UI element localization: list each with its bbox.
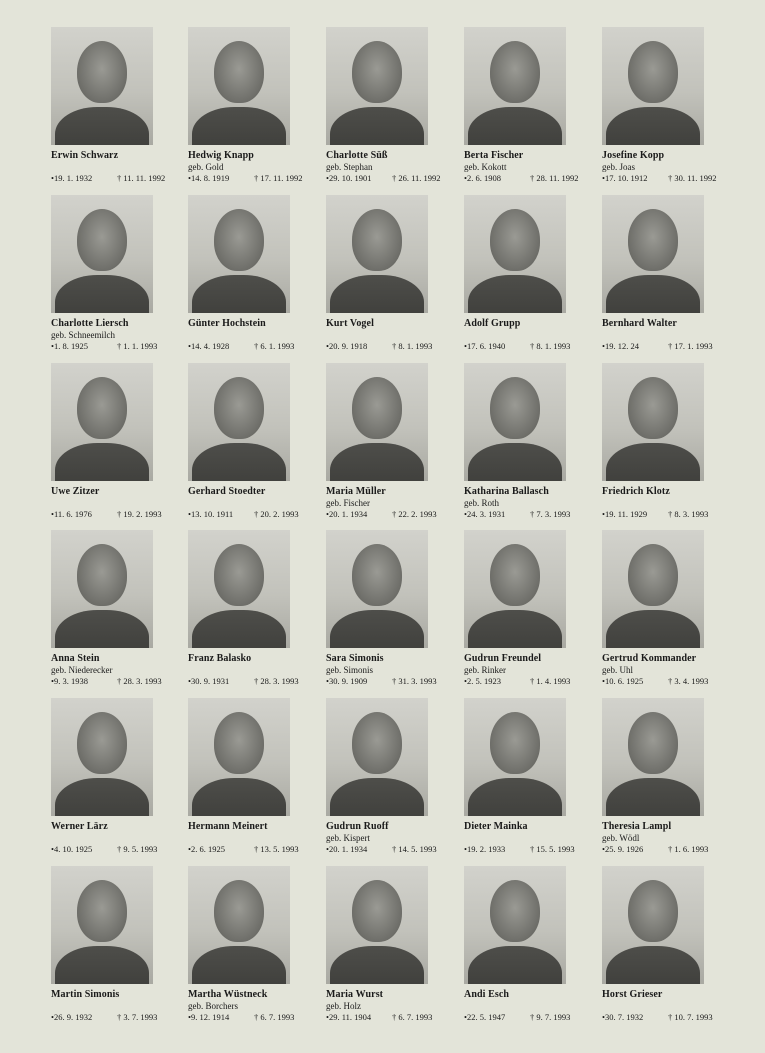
person-name: Kurt Vogel (326, 318, 374, 329)
portrait-shoulders (468, 946, 562, 984)
death-date: † 3. 7. 1993 (117, 1012, 158, 1022)
birth-date: •17. 6. 1940 (464, 341, 506, 351)
portrait-shoulders (192, 946, 286, 984)
portrait-shoulders (606, 778, 700, 816)
maiden-name: geb. Holz (326, 1001, 361, 1011)
portrait-head (352, 712, 402, 774)
portrait-shoulders (192, 778, 286, 816)
person-name: Gertrud Kommander (602, 653, 697, 664)
maiden-name: geb. Fischer (326, 498, 370, 508)
portrait-head (490, 377, 540, 439)
death-date: † 8. 1. 1993 (530, 341, 571, 351)
portrait-shoulders (468, 610, 562, 648)
portrait-head (77, 544, 127, 606)
portrait-photo (326, 27, 428, 145)
portrait-entry (188, 866, 298, 1034)
portrait-entry (602, 698, 712, 866)
portrait-head (77, 880, 127, 942)
portrait-shoulders (192, 107, 286, 145)
maiden-name: geb. Kispert (326, 833, 370, 843)
portrait-photo (51, 27, 153, 145)
portrait-head (490, 544, 540, 606)
death-date: † 20. 2. 1993 (254, 509, 299, 519)
maiden-name: geb. Roth (464, 498, 499, 508)
portrait-head (352, 377, 402, 439)
life-dates (188, 844, 318, 854)
person-name: Günter Hochstein (188, 318, 266, 329)
maiden-name: geb. Rinker (464, 665, 506, 675)
life-dates (326, 676, 456, 686)
death-date: † 9. 7. 1993 (530, 1012, 571, 1022)
portrait-shoulders (606, 107, 700, 145)
life-dates (188, 676, 318, 686)
death-date: † 7. 3. 1993 (530, 509, 571, 519)
death-date: † 19. 2. 1993 (117, 509, 162, 519)
maiden-name: geb. Schneemilch (51, 330, 115, 340)
life-dates (602, 844, 732, 854)
life-dates (464, 844, 594, 854)
death-date: † 30. 11. 1992 (668, 173, 717, 183)
death-date: † 11. 11. 1992 (117, 173, 166, 183)
maiden-name: geb. Joas (602, 162, 635, 172)
portrait-photo (188, 363, 290, 481)
birth-date: •2. 6. 1925 (188, 844, 225, 854)
portrait-entry (51, 698, 161, 866)
birth-date: •30. 7. 1932 (602, 1012, 644, 1022)
portrait-photo (326, 530, 428, 648)
life-dates (51, 676, 181, 686)
person-name: Werner Lärz (51, 821, 108, 832)
portrait-entry (188, 195, 298, 363)
portrait-shoulders (330, 778, 424, 816)
portrait-photo (326, 866, 428, 984)
death-date: † 10. 7. 1993 (668, 1012, 713, 1022)
birth-date: •29. 10. 1901 (326, 173, 372, 183)
portrait-photo (602, 27, 704, 145)
portrait-head (214, 377, 264, 439)
portrait-entry (326, 866, 436, 1034)
life-dates (464, 509, 594, 519)
portrait-photo (188, 530, 290, 648)
portrait-photo (602, 363, 704, 481)
portrait-entry (326, 27, 441, 195)
person-name: Gudrun Ruoff (326, 821, 389, 832)
portrait-shoulders (192, 443, 286, 481)
person-name: Uwe Zitzer (51, 486, 100, 497)
birth-date: •19. 1. 1932 (51, 173, 93, 183)
portrait-photo (51, 866, 153, 984)
portrait-photo (188, 698, 290, 816)
life-dates (51, 173, 181, 183)
portrait-photo (51, 363, 153, 481)
portrait-head (214, 544, 264, 606)
portrait-head (628, 544, 678, 606)
person-name: Katharina Ballasch (464, 486, 549, 497)
person-name: Josefine Kopp (602, 150, 665, 161)
death-date: † 1. 4. 1993 (530, 676, 571, 686)
portrait-entry (326, 363, 436, 531)
birth-date: •29. 11. 1904 (326, 1012, 372, 1022)
portrait-entry (464, 698, 574, 866)
death-date: † 13. 5. 1993 (254, 844, 299, 854)
portrait-photo (602, 698, 704, 816)
maiden-name: geb. Wödl (602, 833, 640, 843)
portrait-head (628, 712, 678, 774)
portrait-entry (188, 27, 303, 195)
birth-date: •2. 6. 1908 (464, 173, 501, 183)
birth-date: •30. 9. 1909 (326, 676, 368, 686)
person-name: Horst Grieser (602, 989, 663, 1000)
life-dates (51, 509, 181, 519)
portrait-entry (464, 195, 574, 363)
portrait-shoulders (55, 610, 149, 648)
portrait-head (214, 712, 264, 774)
life-dates (188, 1012, 318, 1022)
person-name: Gerhard Stoedter (188, 486, 266, 497)
life-dates (188, 341, 318, 351)
birth-date: •20. 1. 1934 (326, 844, 368, 854)
portrait-head (77, 712, 127, 774)
life-dates (464, 1012, 594, 1022)
life-dates (602, 1012, 732, 1022)
portrait-photo (326, 363, 428, 481)
portrait-entry (464, 363, 574, 531)
birth-date: •24. 3. 1931 (464, 509, 506, 519)
portrait-photo (464, 530, 566, 648)
portrait-photo (188, 27, 290, 145)
portrait-photo (464, 195, 566, 313)
birth-date: •13. 10. 1911 (188, 509, 234, 519)
portrait-photo (51, 698, 153, 816)
portrait-head (214, 41, 264, 103)
portrait-photo (602, 866, 704, 984)
birth-date: •2. 5. 1923 (464, 676, 501, 686)
life-dates (464, 676, 594, 686)
portrait-entry (51, 195, 161, 363)
portrait-entry (602, 27, 717, 195)
birth-date: •30. 9. 1931 (188, 676, 230, 686)
life-dates (51, 341, 181, 351)
person-name: Maria Müller (326, 486, 386, 497)
birth-date: •10. 6. 1925 (602, 676, 644, 686)
portrait-entry (188, 530, 298, 698)
portrait-shoulders (606, 275, 700, 313)
portrait-head (490, 41, 540, 103)
person-name: Theresia Lampl (602, 821, 672, 832)
portrait-photo (464, 866, 566, 984)
maiden-name: geb. Niederecker (51, 665, 113, 675)
portrait-head (352, 41, 402, 103)
death-date: † 17. 11. 1992 (254, 173, 303, 183)
birth-date: •25. 9. 1926 (602, 844, 644, 854)
person-name: Hermann Meinert (188, 821, 268, 832)
person-name: Adolf Grupp (464, 318, 521, 329)
portrait-entry (464, 27, 579, 195)
portrait-head (628, 377, 678, 439)
portrait-photo (188, 195, 290, 313)
life-dates (188, 509, 318, 519)
portrait-photo (326, 698, 428, 816)
portrait-entry (602, 363, 712, 531)
life-dates (51, 1012, 181, 1022)
death-date: † 28. 3. 1993 (117, 676, 162, 686)
portrait-entry (51, 363, 161, 531)
portrait-shoulders (606, 610, 700, 648)
portrait-shoulders (330, 443, 424, 481)
person-name: Friedrich Klotz (602, 486, 670, 497)
portrait-shoulders (468, 107, 562, 145)
life-dates (326, 844, 456, 854)
death-date: † 1. 1. 1993 (117, 341, 158, 351)
death-date: † 17. 1. 1993 (668, 341, 713, 351)
birth-date: •9. 3. 1938 (51, 676, 88, 686)
portrait-shoulders (606, 443, 700, 481)
death-date: † 26. 11. 1992 (392, 173, 441, 183)
portrait-entry (326, 195, 436, 363)
portrait-shoulders (55, 443, 149, 481)
portrait-head (352, 544, 402, 606)
person-name: Dieter Mainka (464, 821, 528, 832)
birth-date: •19. 2. 1933 (464, 844, 506, 854)
portrait-photo (602, 195, 704, 313)
portrait-head (214, 209, 264, 271)
portrait-photo (326, 195, 428, 313)
portrait-head (352, 880, 402, 942)
death-date: † 1. 6. 1993 (668, 844, 709, 854)
portrait-head (490, 880, 540, 942)
birth-date: •17. 10. 1912 (602, 173, 648, 183)
person-name: Martha Wüstneck (188, 989, 268, 1000)
death-date: † 6. 1. 1993 (254, 341, 295, 351)
portrait-photo (602, 530, 704, 648)
person-name: Sara Simonis (326, 653, 384, 664)
birth-date: •4. 10. 1925 (51, 844, 93, 854)
birth-date: •1. 8. 1925 (51, 341, 88, 351)
portrait-photo (51, 195, 153, 313)
person-name: Andi Esch (464, 989, 510, 1000)
portrait-head (214, 880, 264, 942)
life-dates (326, 341, 456, 351)
portrait-photo (188, 866, 290, 984)
portrait-head (490, 712, 540, 774)
portrait-photo (464, 27, 566, 145)
person-name: Franz Balasko (188, 653, 252, 664)
person-name: Hedwig Knapp (188, 150, 254, 161)
death-date: † 6. 7. 1993 (392, 1012, 433, 1022)
life-dates (464, 341, 594, 351)
portrait-shoulders (55, 107, 149, 145)
death-date: † 28. 3. 1993 (254, 676, 299, 686)
portrait-head (352, 209, 402, 271)
portrait-shoulders (55, 946, 149, 984)
portrait-shoulders (606, 946, 700, 984)
life-dates (188, 173, 318, 183)
birth-date: •20. 1. 1934 (326, 509, 368, 519)
maiden-name: geb. Uhl (602, 665, 633, 675)
person-name: Erwin Schwarz (51, 150, 119, 161)
maiden-name: geb. Simonis (326, 665, 374, 675)
portrait-shoulders (468, 275, 562, 313)
birth-date: •20. 9. 1918 (326, 341, 368, 351)
portrait-photo (464, 363, 566, 481)
person-name: Charlotte Liersch (51, 318, 129, 329)
birth-date: •26. 9. 1932 (51, 1012, 93, 1022)
birth-date: •14. 4. 1928 (188, 341, 230, 351)
portrait-head (77, 377, 127, 439)
death-date: † 3. 4. 1993 (668, 676, 709, 686)
death-date: † 14. 5. 1993 (392, 844, 437, 854)
death-date: † 8. 3. 1993 (668, 509, 709, 519)
person-name: Martin Simonis (51, 989, 120, 1000)
portrait-shoulders (55, 778, 149, 816)
portrait-shoulders (330, 946, 424, 984)
birth-date: •11. 6. 1976 (51, 509, 92, 519)
portrait-shoulders (55, 275, 149, 313)
death-date: † 8. 1. 1993 (392, 341, 433, 351)
life-dates (51, 844, 181, 854)
life-dates (326, 173, 456, 183)
death-date: † 15. 5. 1993 (530, 844, 575, 854)
life-dates (602, 173, 732, 183)
portrait-shoulders (192, 275, 286, 313)
portrait-head (77, 209, 127, 271)
maiden-name: geb. Kokott (464, 162, 507, 172)
life-dates (326, 1012, 456, 1022)
portrait-entry (188, 698, 298, 866)
portrait-entry (51, 866, 161, 1034)
portrait-head (628, 41, 678, 103)
portrait-entry (464, 866, 574, 1034)
life-dates (464, 173, 594, 183)
portrait-shoulders (330, 610, 424, 648)
death-date: † 31. 3. 1993 (392, 676, 437, 686)
portrait-entry (51, 27, 166, 195)
person-name: Charlotte Süß (326, 150, 388, 161)
portrait-entry (188, 363, 298, 531)
portrait-head (77, 41, 127, 103)
portrait-head (490, 209, 540, 271)
portrait-entry (602, 530, 712, 698)
portrait-photo (51, 530, 153, 648)
birth-date: •14. 8. 1919 (188, 173, 230, 183)
death-date: † 6. 7. 1993 (254, 1012, 295, 1022)
life-dates (602, 676, 732, 686)
maiden-name: geb. Borchers (188, 1001, 238, 1011)
person-name: Anna Stein (51, 653, 100, 664)
maiden-name: geb. Gold (188, 162, 224, 172)
portrait-shoulders (468, 778, 562, 816)
portrait-entry (51, 530, 161, 698)
portrait-head (628, 209, 678, 271)
portrait-entry (464, 530, 574, 698)
birth-date: •19. 11. 1929 (602, 509, 648, 519)
portrait-shoulders (468, 443, 562, 481)
person-name: Berta Fischer (464, 150, 524, 161)
portrait-head (628, 880, 678, 942)
portrait-entry (602, 866, 712, 1034)
life-dates (326, 509, 456, 519)
life-dates (602, 509, 732, 519)
portrait-entry (326, 530, 436, 698)
death-date: † 22. 2. 1993 (392, 509, 437, 519)
maiden-name: geb. Stephan (326, 162, 373, 172)
portrait-shoulders (330, 275, 424, 313)
birth-date: •9. 12. 1914 (188, 1012, 230, 1022)
portrait-shoulders (192, 610, 286, 648)
death-date: † 28. 11. 1992 (530, 173, 579, 183)
person-name: Gudrun Freundel (464, 653, 542, 664)
person-name: Maria Wurst (326, 989, 384, 1000)
portrait-photo (464, 698, 566, 816)
birth-date: •22. 5. 1947 (464, 1012, 506, 1022)
birth-date: •19. 12. 24 (602, 341, 639, 351)
portrait-entry (326, 698, 436, 866)
person-name: Bernhard Walter (602, 318, 677, 329)
portrait-entry (602, 195, 712, 363)
portrait-shoulders (330, 107, 424, 145)
life-dates (602, 341, 732, 351)
death-date: † 9. 5. 1993 (117, 844, 158, 854)
